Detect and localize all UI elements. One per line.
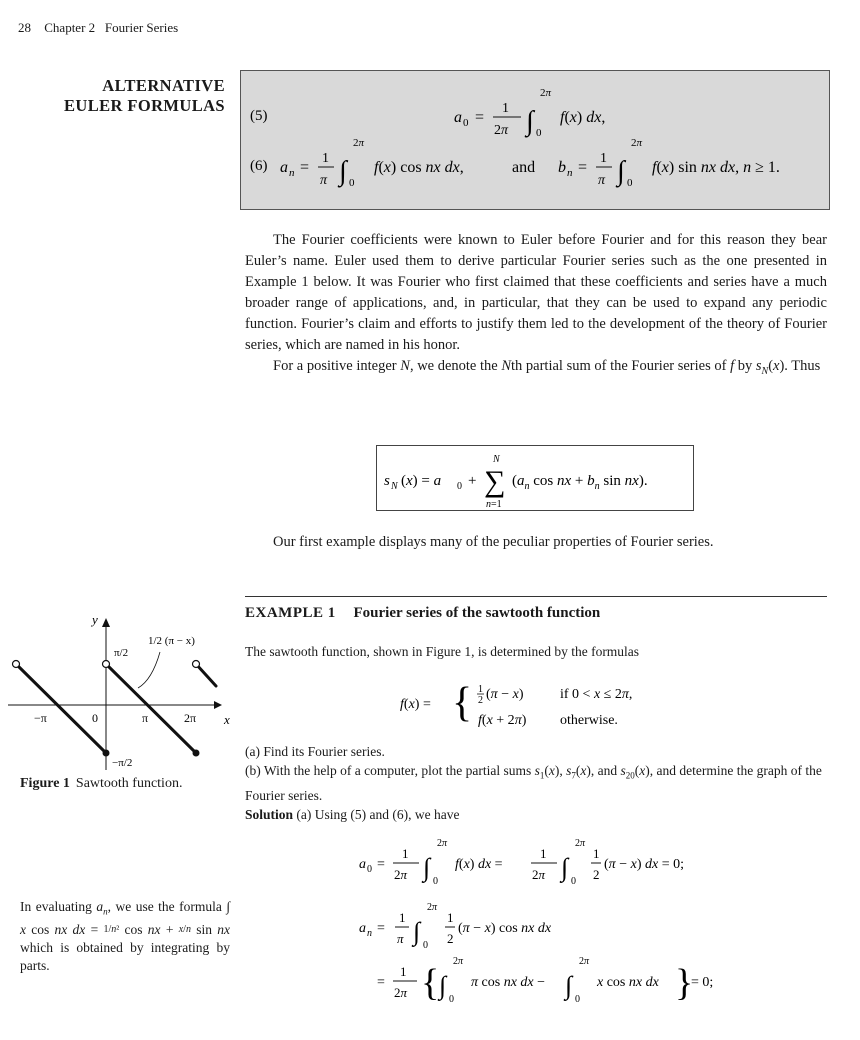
svg-text:2π: 2π [575,838,586,849]
svg-text:N: N [391,481,398,492]
svg-text:1: 1 [322,151,329,166]
svg-text:(x) = a: (x) = a [401,473,442,489]
margin-note: In evaluating $a_n$, we use the formula ∫ x cos nx dx = 1/n² cos nx + x/n sin nx which is obtained by integrating by parts. [20,899,230,973]
svg-text:=: = [475,109,485,126]
svg-text:0: 0 [423,940,428,951]
body-paragraphs [245,230,827,382]
svg-text:0: 0 [367,864,372,875]
tick-label-pi: π [142,711,149,725]
svg-text:1: 1 [478,684,483,695]
paragraph-3: Our first example displays many of the peculiar properties of Fourier series. [273,534,714,550]
tick-label-neg-pi: −π [34,711,47,725]
svg-text:1: 1 [400,964,407,979]
svg-text:1: 1 [593,846,600,861]
svg-text:π: π [598,173,606,188]
svg-text:f(x) dx =: f(x) dx = [455,857,503,872]
svg-text:2π: 2π [579,956,590,967]
svg-text:2: 2 [593,867,600,882]
svg-text:(π − x) dx = 0;: (π − x) dx = 0; [604,857,684,872]
eq6-bn [558,137,780,189]
svg-text:∫: ∫ [561,853,569,882]
tick-label-neg-pi-half: −π/2 [112,757,133,769]
tick-label-pi-half: π/2 [114,647,129,659]
svg-text:0: 0 [536,127,542,139]
svg-text:0: 0 [457,481,462,492]
svg-text:=: = [377,857,385,872]
svg-text:π: π [320,173,328,188]
part-a: (a) Find its Fourier series. [245,744,385,759]
example-rule [245,596,827,597]
figure-caption-text: Sawtooth function. [75,776,183,791]
tick-label-2pi: 2π [184,711,197,725]
svg-text:1: 1 [399,910,406,925]
svg-text:2π: 2π [394,867,408,882]
svg-text:(π − x) cos nx dx: (π − x) cos nx dx [458,921,552,936]
svg-text:f(x) cos nx dx,: f(x) cos nx dx, [374,159,464,176]
svg-text:2: 2 [447,931,454,946]
svg-text:0: 0 [433,876,438,887]
paragraph-2: For a positive integer N, we denote the Nth partial sum of the Fourier series of f by $s_N(x)$. Thus [273,358,821,377]
eq5-number: (5) [250,108,268,124]
svg-text:n: n [567,167,573,179]
tick-label-zero: 0 [92,711,98,725]
solution-text: (a) Using (5) and (6), we have [296,806,460,822]
svg-text:1: 1 [402,846,409,861]
sawtooth-segment-left [16,664,106,753]
sawtooth-figure [0,600,240,772]
x-axis-label: x [224,712,230,727]
svg-text:}: } [675,962,694,1004]
part-b: (b) With the help of a computer, plot the partial sums $s_1(x)$, $s_7(x)$, and $s_{20}(x)$, and determine the graph of the Fourier series. [245,763,822,803]
closed-endpoint [103,750,110,757]
svg-text:if 0 < x ≤ 2π,: if 0 < x ≤ 2π, [560,687,633,702]
svg-text:=: = [377,921,385,936]
annotation-label: 1/2 (π − x) [148,635,195,647]
svg-text:=: = [300,159,310,176]
running-title: Chapter 2 Fourier Series [44,20,179,35]
svg-text:x cos nx dx: x cos nx dx [597,975,659,990]
sawtooth-segment-middle [106,664,196,753]
svg-text:2π: 2π [427,902,438,913]
eq6-and: and [512,159,536,176]
svg-text:f(x) dx,: f(x) dx, [560,109,606,126]
svg-text:∫: ∫ [413,917,421,946]
eq5 [454,87,605,139]
svg-text:∫: ∫ [526,106,534,137]
side-title [20,76,225,116]
euler-formulas [240,70,830,210]
svg-text:∑: ∑ [484,465,506,498]
example-title: Fourier series of the sawtooth function [353,605,601,621]
example-parts [245,742,829,824]
figure-caption [20,776,182,792]
svg-text:π cos nx dx −: π cos nx dx − [471,975,546,990]
eq-an-computation [355,900,735,1010]
figure-caption-label: Figure 1 [20,776,70,791]
svg-text:a: a [359,857,366,872]
example-intro: The sawtooth function, shown in Figure 1, is determined by the formulas [245,644,640,659]
piecewise-definition [390,672,690,732]
svg-text:π: π [397,931,404,946]
piecewise-otherwise: otherwise. [560,713,618,728]
svg-text:2π: 2π [631,137,643,149]
svg-text:0: 0 [349,177,355,189]
svg-text:a: a [280,159,288,176]
svg-text:1: 1 [502,101,509,116]
svg-text:+: + [468,473,477,489]
open-endpoint [193,661,200,668]
svg-text:0: 0 [571,876,576,887]
svg-text:2: 2 [478,695,483,706]
page-number: 28 [18,20,31,35]
svg-text:n=1: n=1 [486,499,502,510]
svg-text:∫: ∫ [565,971,573,1000]
eq6-an [280,137,464,189]
running-header [18,20,178,36]
svg-text:=: = [377,975,385,990]
paragraph-3-container [245,532,827,553]
side-title-line2: EULER FORMULAS [64,96,225,115]
svg-text:s: s [384,473,390,489]
svg-text:2π: 2π [394,985,408,1000]
svg-text:f(x) =: f(x) = [400,697,431,712]
svg-text:∫: ∫ [439,971,447,1000]
svg-text:1: 1 [540,846,547,861]
svg-text:1: 1 [447,910,454,925]
partial-sum-formula [376,445,694,511]
svg-text:b: b [558,159,566,176]
svg-text:2π: 2π [494,123,509,138]
x-axis-arrow-icon [214,701,222,709]
svg-text:2π: 2π [437,838,448,849]
svg-text:N: N [493,454,500,465]
sawtooth-segment-right [196,664,216,686]
y-axis-arrow-icon [102,618,110,627]
svg-text:0: 0 [449,994,454,1005]
svg-text:n: n [367,928,372,939]
paragraph-1: The Fourier coefficients were known to Euler before Fourier and for this reason they bear Euler’s name. Euler used them to derive particular Fourier series such as the one presented in Example 1 below. It was Fourier who first claimed that these coefficients and series have a much broader range of applications, and, in particular, that they can be used to expand any periodic function. Fourier’s claim and efforts to justify them led to the development of the theory of Fourier series, which are named in his honor. [245,232,827,353]
solution-label: Solution [245,806,294,822]
closed-endpoint [193,750,200,757]
svg-text:(an cos nx + bn sin nx).: ($a_n$ cos nx + $b_n$ sin nx). [512,473,648,492]
svg-text:n: n [289,167,295,179]
annotation-pointer [138,652,160,688]
svg-text:= 0;: = 0; [691,975,714,990]
svg-text:∫: ∫ [423,853,431,882]
example-heading [245,605,600,622]
svg-text:{: { [421,962,440,1004]
svg-text:(π − x): (π − x) [486,687,524,702]
solution-line [245,805,829,824]
svg-text:a: a [359,921,366,936]
svg-text:0: 0 [627,177,633,189]
svg-text:2π: 2π [532,867,546,882]
svg-text:f(x + 2π): f(x + 2π) [478,713,527,728]
svg-text:2π: 2π [353,137,365,149]
eq-a0-computation [355,836,735,892]
svg-text:∫: ∫ [339,156,347,187]
svg-text:2π: 2π [453,956,464,967]
svg-text:=: = [578,159,588,176]
svg-text:f(x) sin nx dx, n ≥ 1.: f(x) sin nx dx, n ≥ 1. [652,159,780,176]
open-endpoint [13,661,20,668]
svg-text:2π: 2π [540,87,552,99]
svg-text:{: { [452,680,473,726]
side-title-line1: ALTERNATIVE [102,76,225,95]
svg-text:∫: ∫ [617,156,625,187]
svg-text:1: 1 [600,151,607,166]
open-endpoint [103,661,110,668]
eq6-number: (6) [250,158,268,174]
svg-text:a: a [454,109,462,126]
svg-text:0: 0 [463,117,469,129]
example-label: EXAMPLE 1 [245,605,336,621]
y-axis-label: y [92,612,98,627]
svg-text:0: 0 [575,994,580,1005]
